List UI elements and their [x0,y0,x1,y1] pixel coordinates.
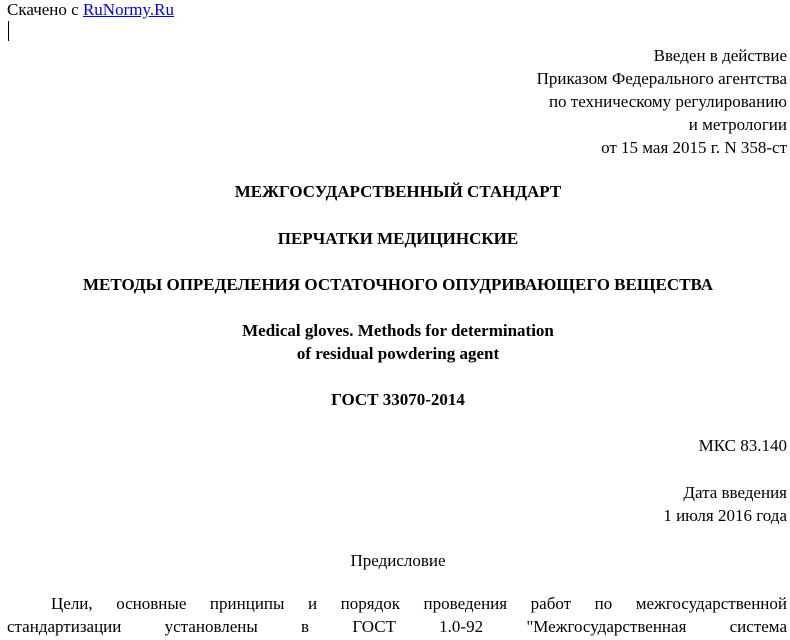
introduction-date-label: Дата введения [683,483,787,502]
approval-line: Приказом Федерального агентства [536,69,787,88]
text-cursor [8,21,9,41]
preface-line: стандартизации установлены в ГОСТ 1.0-92 "Межгосударственная система [7,617,787,636]
methods-heading: МЕТОДЫ ОПРЕДЕЛЕНИЯ ОСТАТОЧНОГО ОПУДРИВАЮЩЕГО ВЕЩЕСТВА [82,275,714,294]
english-title [0,319,790,365]
source-prefix: Скачено с [7,0,83,19]
english-title-line: Medical gloves. Methods for determination [242,321,554,340]
source-line [7,0,174,20]
preface-heading: Предисловие [350,551,446,570]
english-title-line: of residual powdering agent [296,344,500,363]
introduction-date [663,481,787,527]
gost-number: ГОСТ 33070-2014 [331,390,465,409]
approval-line: по техническому регулированию [548,92,787,111]
preface-line: Цели, основные принципы и порядок проведения работ по межгосударственной [51,594,787,613]
product-heading: ПЕРЧАТКИ МЕДИЦИНСКИЕ [277,229,519,248]
standard-type-heading: МЕЖГОСУДАРСТВЕННЫЙ СТАНДАРТ [234,182,562,201]
approval-line: Введен в действие [653,46,787,65]
mks-code: МКС 83.140 [698,436,787,455]
introduction-date-value: 1 июля 2016 года [663,506,787,525]
approval-line: от 15 мая 2015 г. N 358-ст [601,138,787,157]
preface-paragraph [7,592,787,638]
source-link[interactable]: RuNormy.Ru [82,0,174,19]
approval-line: и метрологии [688,115,787,134]
approval-block [537,44,787,159]
